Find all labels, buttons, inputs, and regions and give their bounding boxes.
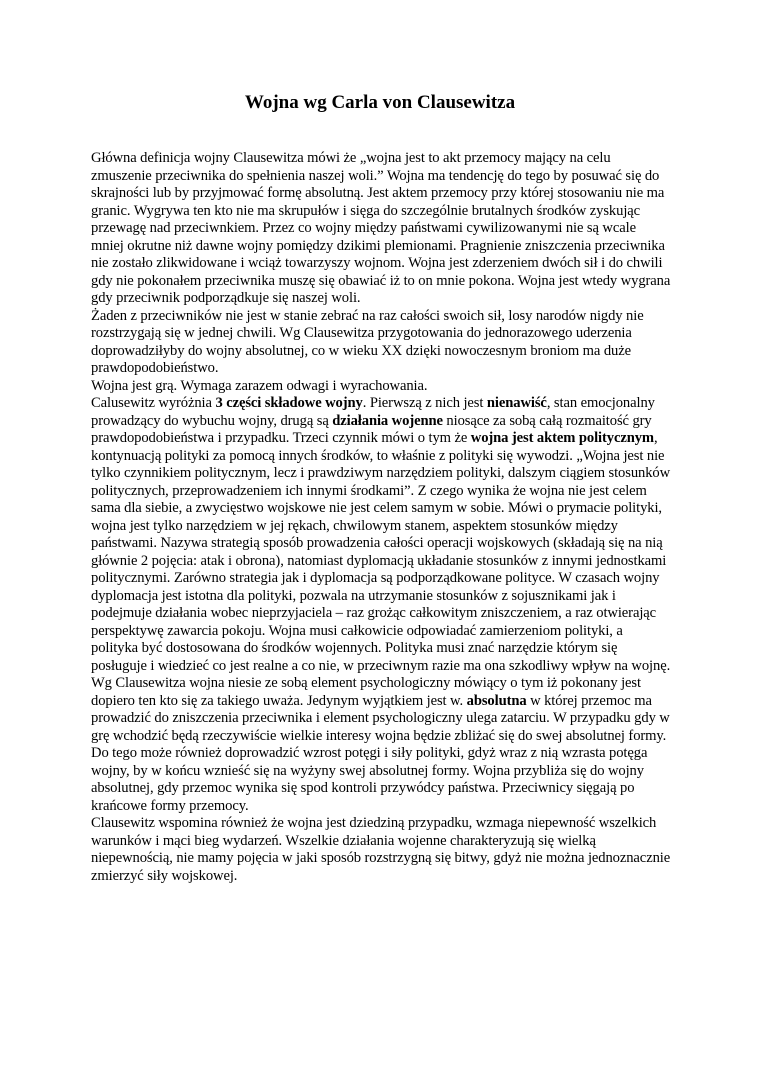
paragraph-psychology bbox=[91, 675, 671, 815]
document-title: Wojna wg Carla von Clausewitza bbox=[244, 92, 516, 113]
text-segment: w której przemoc ma prowadzić do zniszczenia przeciwnika i element psychologiczny ulega zatarciu. W przypadku gdy w grę wchodzić będą rzeczywiście wielkie interesy wojna będzie zbliżać się do swej absolutnej formy. Do tego może również doprowadzić wzrost potęgi i siły polityki, gdyż wraz z nią wzrasta potęga wojny, by w końcu wznieść się na wyżyny swej absolutnej formy. Wojna przybliża się do wojny absolutnej, gdy przemoc wynika się spod kontroli przywódcy państwa. Przeciwnicy sięgają po krańcowe formy przemocy. bbox=[91, 692, 670, 814]
document-body bbox=[91, 150, 671, 885]
bold-term-political-act: wojna jest aktem politycznym bbox=[470, 430, 654, 446]
bold-term-absolute: absolutna bbox=[466, 692, 527, 709]
text-segment: Wg Clausewitza wojna niesie ze sobą element psychologiczny mówiący o tym iż pokonany jest dopiero ten kto się za takiego uważa. Jedynym wyjątkiem jest w. bbox=[91, 675, 641, 709]
text-segment: , kontynuacją polityki za pomocą innych środków, to właśnie z polityki się wywodzi. „Wojna jest nie tylko czynnikiem politycznym, lecz i prawdziwym narzędziem polityki, dalszym ciągiem stosunków politycznych, przeprowadzeniem ich innymi środkami”. Z czego wynika że wojna nie jest celem sama dla siebie, a zwycięstwo wojskowe nie jest celem samym w sobie. Mówi o prymacie polityki, wojna jest tylko narzędziem w jej rękach, chwilowym stanem, aspektem stosunków między państwami. Nazywa strategią sposób prowadzenia całości operacji wojskowych (składają się na nią głównie 2 pojęcia: atak i obrona), natomiast dyplomacją układanie stosunków z innymi jednostkami politycznymi. Zarówno strategia jak i dyplomacja są podporządkowane polityce. W czasach wojny dyplomacja jest istotna dla polityki, pozwala na utrzymanie stosunków z sojusznikami jak i podejmuje działania wobec nieprzyjaciela – raz grożąc całkowitym zniszczeniem, a raz otwierając perspektywę zawarcia pokoju. Wojna musi całkowicie odpowiadać zamierzeniom polityki, a polityka być dostosowana do środków wojennych. Polityka musi znać narzędzie którym się posługuje i wiedzieć co jest realne a co nie, w przeciwnym razie ma ona szkodliwy wpływ na wojnę. bbox=[91, 430, 671, 674]
paragraph-forces: Żaden z przeciwników nie jest w stanie zebrać na raz całości swoich sił, losy narodów nigdy nie rozstrzygają się w jednej chwili. Wg Clausewitza przygotowania do jednorazowego uderzenia doprowadziłyby do wojny absolutnej, co w wieku XX dzięki nowoczesnym broniom ma duże prawdopodobieństwo. bbox=[91, 307, 644, 376]
text-segment: . Pierwszą z nich jest bbox=[362, 395, 487, 411]
text-segment: , stan emocjonalny prowadzący do wybuchu wojny, drugą są bbox=[91, 395, 655, 429]
paragraph-game: Wojna jest grą. Wymaga zarazem odwagi i wyrachowania. bbox=[91, 377, 428, 394]
bold-term-war-actions: działania wojenne bbox=[332, 412, 443, 429]
text-segment: niosące za sobą całą rozmaitość gry prawdopodobieństwa i przypadku. Trzeci czynnik mówi o tym że bbox=[91, 412, 652, 446]
paragraph-definition: Główna definicja wojny Clausewitza mówi że „wojna jest to akt przemocy mający na celu zmuszenie przeciwnika do spełnienia naszej woli.” Wojna ma tendencję do tego by posuwać się do skrajności lub by przyjmować formę absolutną. Jest aktem przemocy przy której stosowaniu nie ma granic. Wygrywa ten kto nie ma skrupułów i sięga do szczególnie brutalnych środków zyskując przewagę nad przeciwnkiem. Przez co wojny między państwami cywilizowanymi nie są wcale mniej okrutne niż dawne wojny pomiędzy dzikimi plemionami. Pragnienie zniszczenia przeciwnika nie zostało zlikwidowane i wciąż towarzyszy wojnom. Wojna jest zderzeniem dwóch sił i do chwili gdy nie pokonałem przeciwnika muszę się obawiać iż to on mnie pokona. Wojna jest wtedy wygrana gdy przeciwnik podporządkuje się naszej woli. bbox=[91, 150, 671, 306]
bold-term-hatred: nienawiść bbox=[486, 395, 547, 411]
text-segment: Calusewitz wyróżnia bbox=[91, 395, 216, 411]
paragraph-chance: Clausewitz wspomina również że wojna jest dziedziną przypadku, wzmaga niepewność wszelkich warunków i mąci bieg wydarzeń. Wszelkie działania wojenne charakteryzują się wielką niepewnością, nie mamy pojęcia w jaki sposób rozstrzygną się bitwy, gdyż nie można jednoznacznie zmierzyć siły wojskowej. bbox=[91, 815, 671, 884]
bold-term-three-parts: 3 części składowe wojny bbox=[215, 395, 363, 411]
paragraph-components bbox=[91, 395, 671, 675]
